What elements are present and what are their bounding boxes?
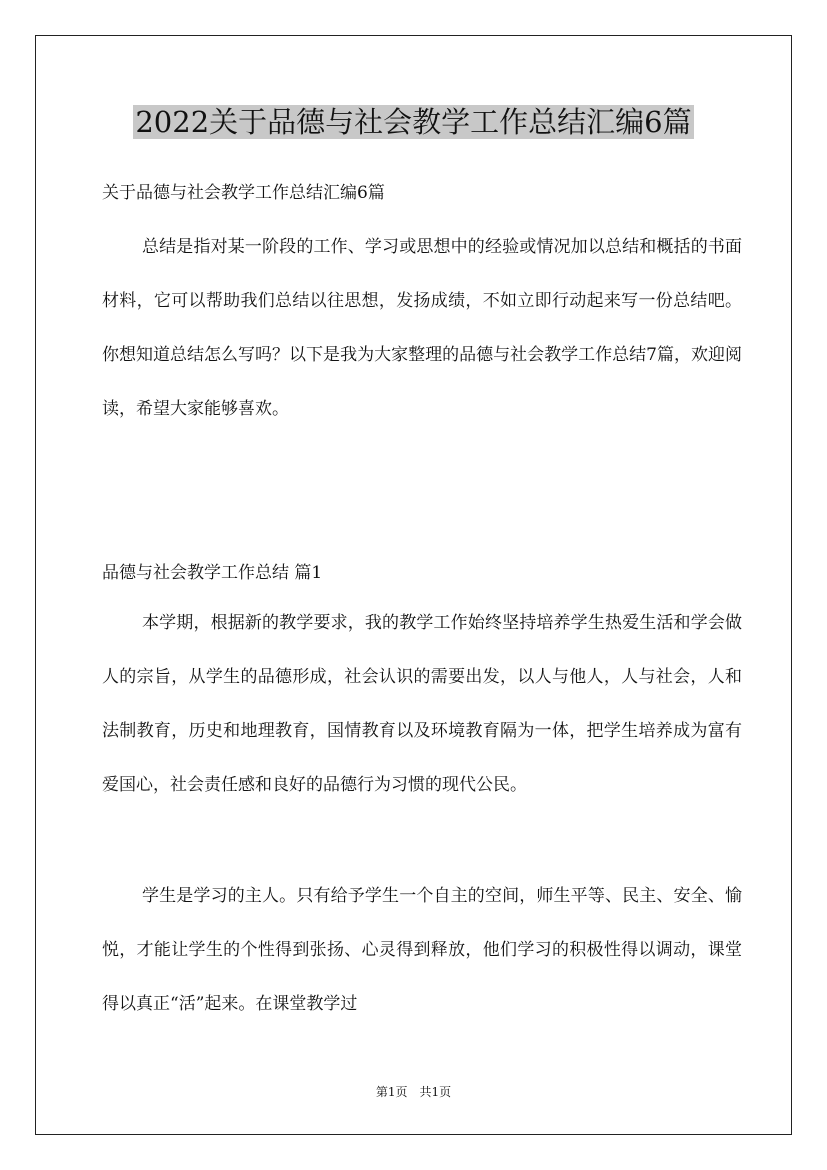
page-footer: 第1页 共1页 <box>375 1085 452 1099</box>
document-title <box>0 100 827 144</box>
document-title-text: 2022关于品德与社会教学工作总结汇编6篇 <box>135 105 692 139</box>
document-subtitle: 关于品德与社会教学工作总结汇编6篇 <box>102 183 385 203</box>
section-heading: 品德与社会教学工作总结 篇1 <box>102 563 323 583</box>
section-paragraph-2: 学生是学习的主人。只有给予学生一个自主的空间，师生平等、民主、安全、愉悦，才能让学生的个性得到张扬、心灵得到释放，他们学习的积极性得以调动，课堂得以真正“活”起来。在课堂教学过 <box>102 886 742 1014</box>
intro-paragraph: 总结是指对某一阶段的工作、学习或思想中的经验或情况加以总结和概括的书面材料，它可以帮助我们总结以往思想，发扬成绩，不如立即行动起来写一份总结吧。你想知道总结怎么写吗？以下是我为大家整理的品德与社会教学工作总结7篇，欢迎阅读，希望大家能够喜欢。 <box>102 237 742 419</box>
section-paragraph-1: 本学期，根据新的教学要求，我的教学工作始终坚持培养学生热爱生活和学会做人的宗旨，从学生的品德形成，社会认识的需要出发，以人与他人，人与社会，人和法制教育，历史和地理教育，国情教育以及环境教育隔为一体，把学生培养成为富有爱国心，社会责任感和良好的品德行为习惯的现代公民。 <box>102 613 742 795</box>
